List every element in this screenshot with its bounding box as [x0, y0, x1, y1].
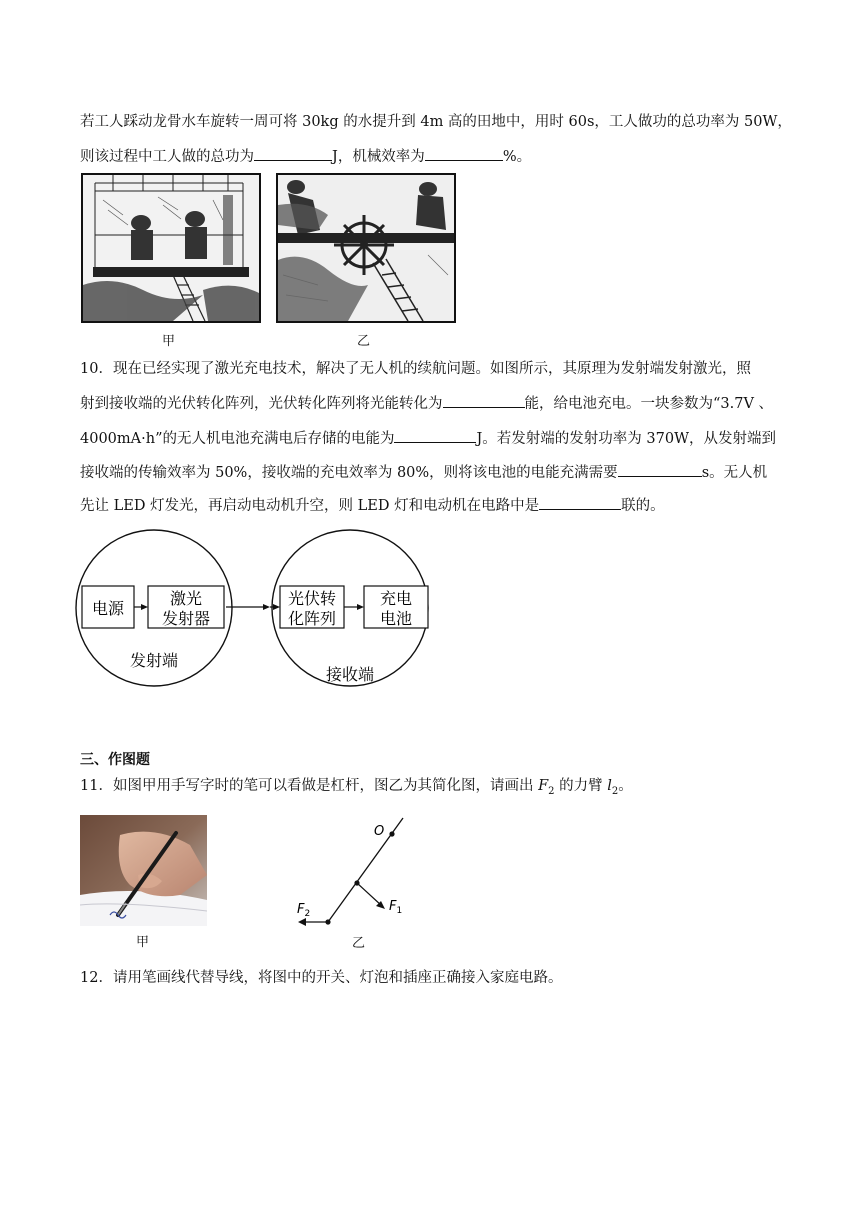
section-title: 三、作图题	[80, 752, 150, 768]
answer-blank-charge-time	[618, 462, 702, 477]
q10-line1: 10．现在已经实现了激光充电技术，解决了无人机的续航问题。如图所示，其原理为发射端发射激光，照	[80, 361, 751, 377]
q10-line5-b: 联的。	[621, 498, 665, 514]
laser-charging-diagram	[70, 528, 450, 698]
q10-line5	[80, 495, 665, 516]
q9-line1: 若工人踩动龙骨水车旋转一周可将 30kg 的水提升到 4m 高的田地中，用时 60s，工人做功的总功率为 50W，	[80, 114, 792, 130]
q10-line2-b: 能，给电池充电。一块参数为“3.7V 、	[524, 396, 774, 412]
handwriting-photo	[80, 815, 207, 926]
q12-text: 12．请用笔画线代替导线，将图中的开关、灯泡和插座正确接入家庭电路。	[80, 970, 563, 986]
q11-text-c: 。	[618, 778, 633, 794]
box-battery-label-1: 充电	[379, 589, 413, 608]
q11-text-b: 的力臂	[554, 778, 608, 794]
box-power-label: 电源	[91, 599, 125, 618]
answer-blank-energy-form	[443, 393, 525, 408]
lever-diagram	[288, 812, 428, 952]
box-laser-label-2: 发射器	[161, 609, 211, 628]
q10-line4-a: 接收端的传输效率为 50%，接收端的充电效率为 80%，则将该电池的电能充满需要	[80, 465, 618, 481]
q11-fig-label-a: 甲	[136, 935, 150, 950]
answer-blank-total-work	[254, 146, 332, 161]
label-receiver: 接收端	[325, 665, 375, 684]
q9-line2-b: J，机械效率为	[332, 149, 425, 165]
q10-line4	[80, 462, 767, 483]
q11-l-var: l	[607, 778, 612, 794]
q9-line2-c: %。	[502, 149, 532, 165]
q10-line4-b: s。无人机	[701, 465, 768, 481]
force2-arrowhead	[298, 918, 306, 926]
force1-label: $F_1$	[389, 899, 403, 916]
force1-arrow-line	[357, 883, 382, 906]
q10-line3	[80, 428, 776, 449]
q9-line2	[80, 146, 531, 167]
answer-blank-efficiency	[425, 146, 503, 161]
box-battery-label-2: 电池	[379, 609, 413, 628]
q11-fig-label-b: 乙	[352, 936, 366, 951]
q10-line3-a: 4000mA·h”的无人机电池充满电后存储的电能为	[80, 431, 395, 447]
woodcut-figure-a	[81, 173, 261, 323]
answer-blank-connection	[539, 495, 621, 510]
answer-blank-stored-energy	[394, 428, 476, 443]
q11-f-var: F	[538, 778, 549, 794]
q11-f-sub: 2	[548, 785, 555, 797]
q9-line2-a: 则该过程中工人做的总功为	[80, 149, 254, 165]
q11-l-sub: 2	[611, 785, 619, 797]
box-pv-label-1: 光伏转	[287, 589, 337, 608]
box-pv-label-2: 化阵列	[287, 609, 337, 628]
pivot-point-o	[389, 831, 394, 836]
q10-line2-a: 射到接收端的光伏转化阵列，光伏转化阵列将光能转化为	[80, 396, 443, 412]
q11-text-a: 11．如图甲用手写字时的笔可以看做是杠杆，图乙为其简化图，请画出	[80, 778, 539, 794]
arrow-pv-battery	[357, 604, 364, 610]
woodcut-figure-b	[276, 173, 456, 323]
force2-label: $F_2$	[297, 902, 311, 919]
label-emitter: 发射端	[129, 651, 179, 670]
q9-fig-label-a: 甲	[162, 334, 176, 349]
arrow-power-laser	[141, 604, 148, 610]
q10-line5-a: 先让 LED 灯发光，再启动电动机升空，则 LED 灯和电动机在电路中是	[80, 498, 540, 514]
q9-fig-label-b: 乙	[357, 334, 371, 349]
q11-text	[80, 776, 633, 802]
box-laser-label-1: 激光	[169, 589, 203, 608]
q10-line3-b: J。若发射端的发射功率为 370W，从发射端到	[476, 431, 776, 447]
q10-line2	[80, 393, 773, 414]
arrow-beam	[263, 604, 270, 610]
pivot-label-o: O	[374, 824, 385, 839]
